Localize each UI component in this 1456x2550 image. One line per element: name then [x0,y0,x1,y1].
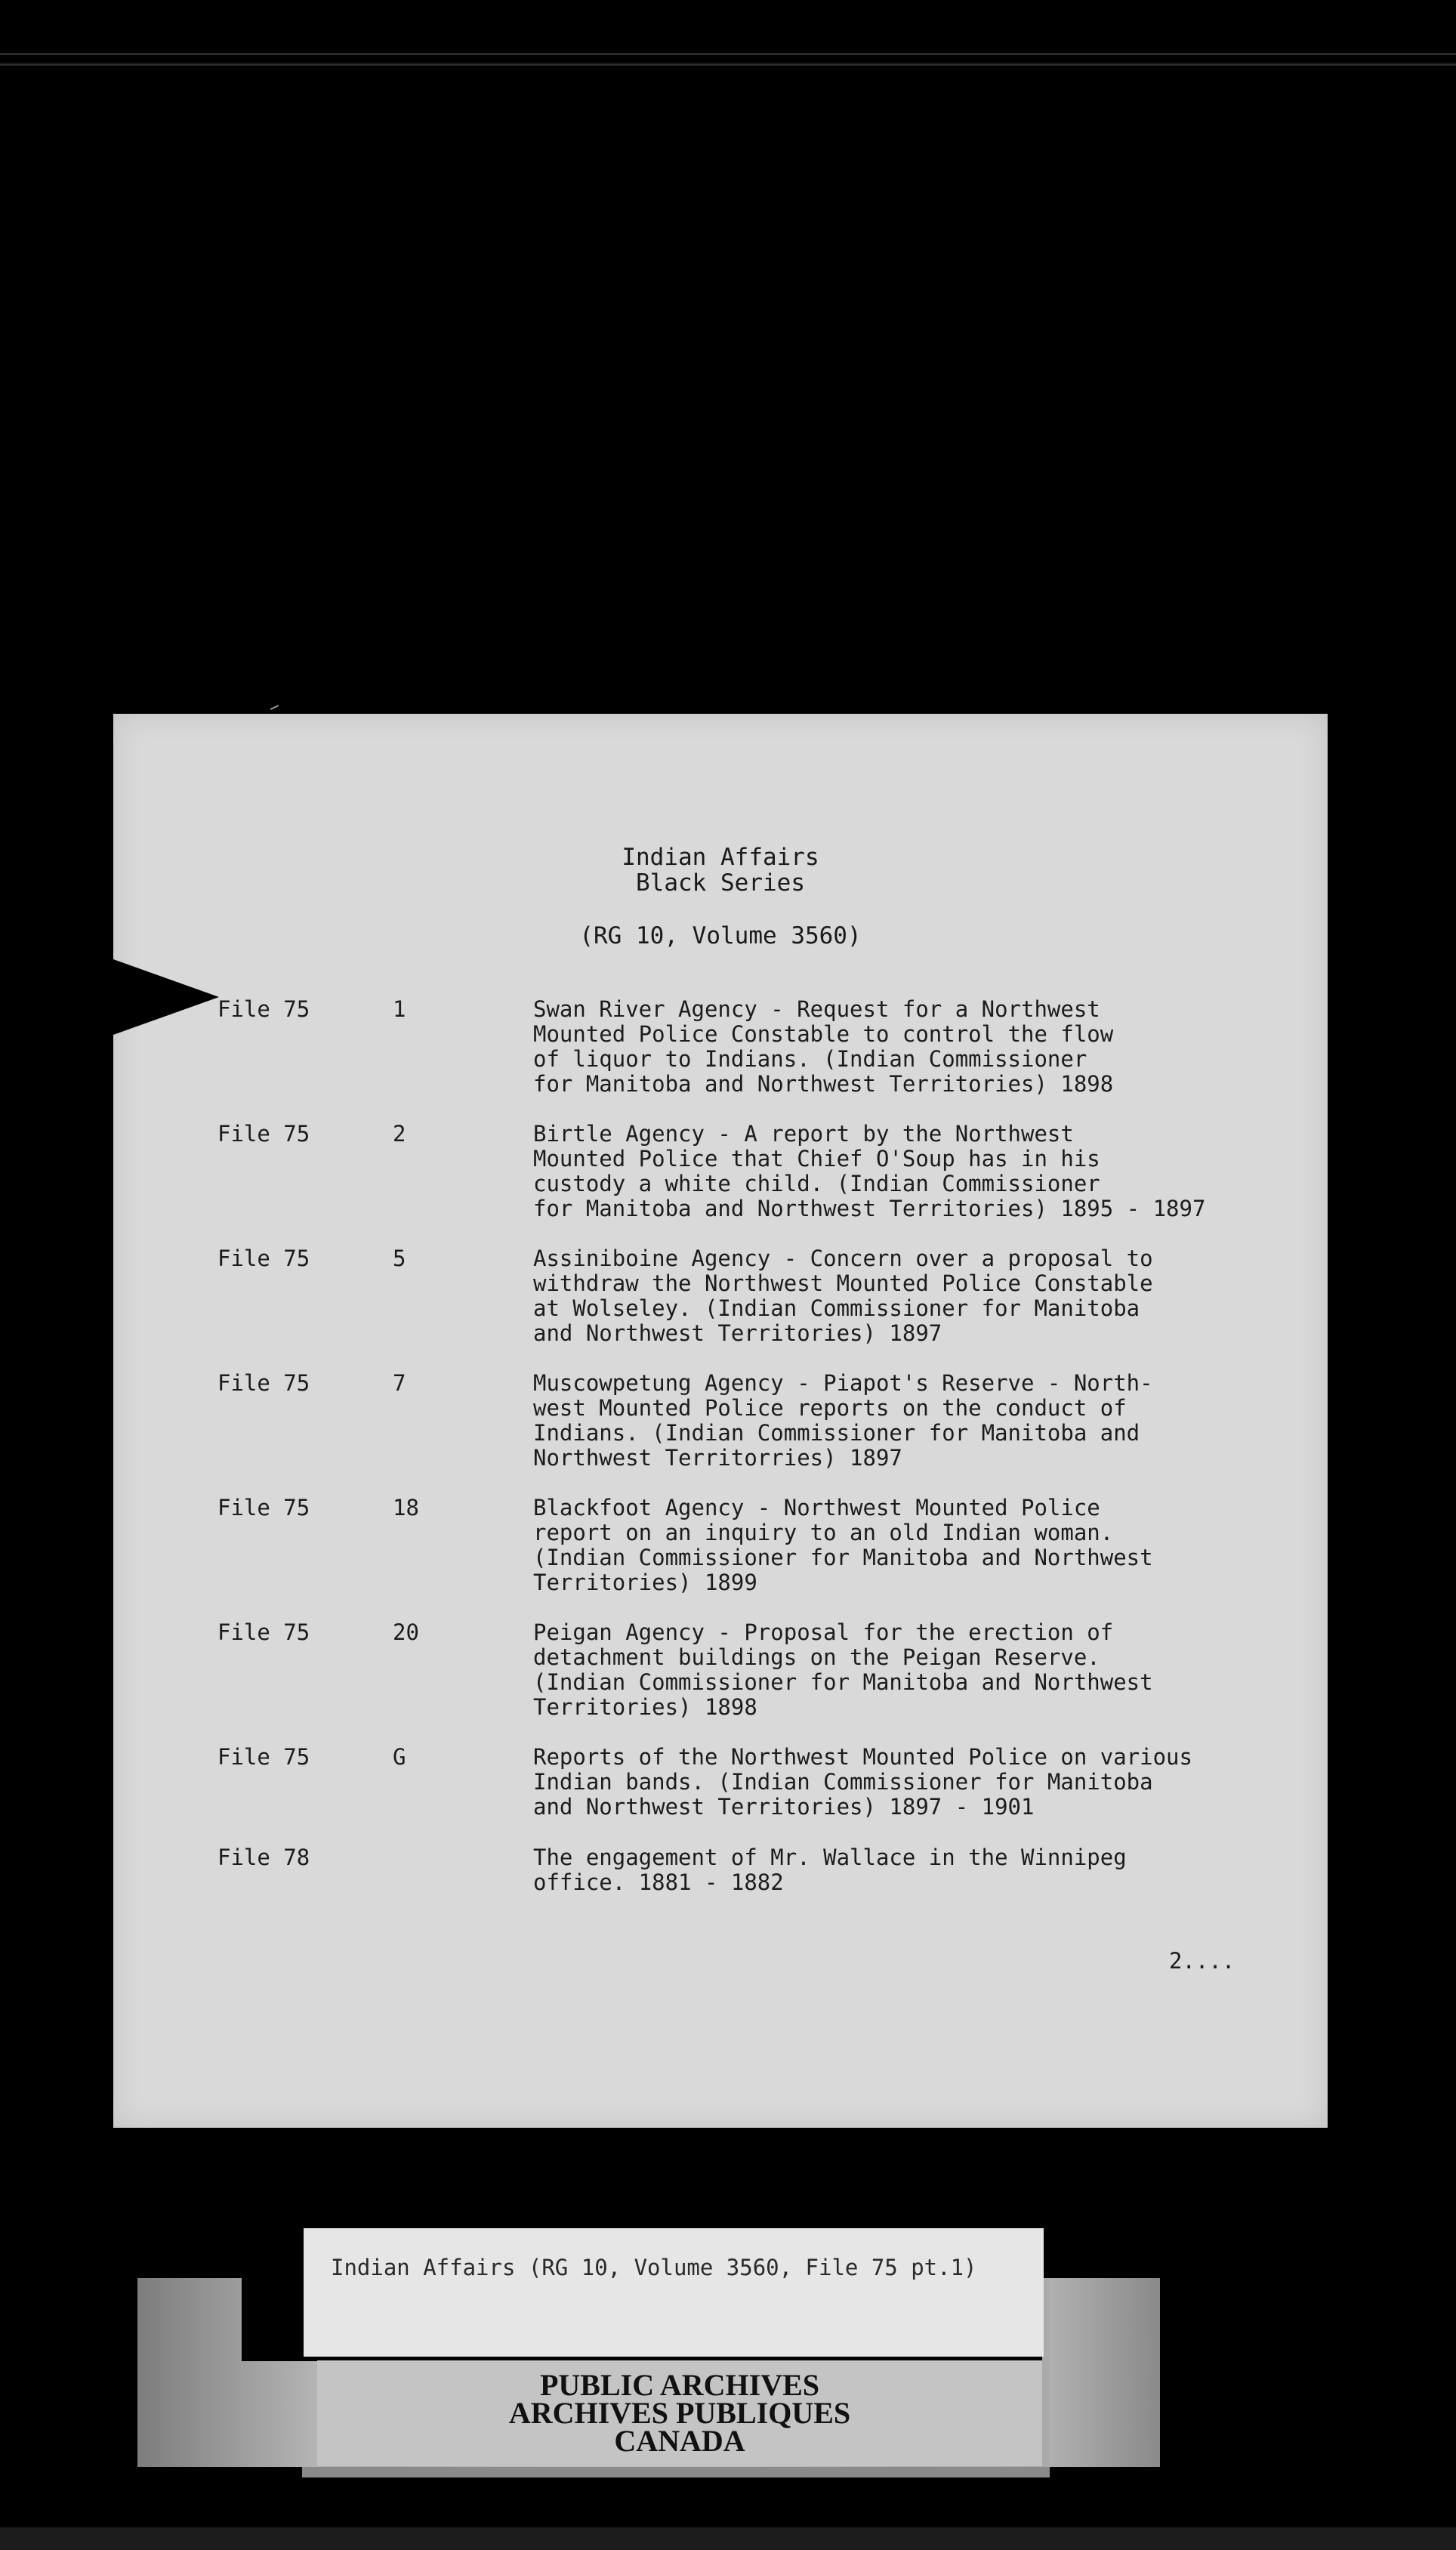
description-line: detachment buildings on the Peigan Reserve. [533,1644,1100,1670]
description-line: at Wolseley. (Indian Commissioner for Manitoba [533,1295,1140,1321]
file-label: File 75 [217,1495,310,1520]
archive-stamp-right-fold [1050,2278,1160,2467]
description-line: Peigan Agency - Proposal for the erection of [533,1619,1114,1645]
film-edge-line-top [0,53,1456,55]
description-line: and Northwest Territories) 1897 [533,1320,942,1346]
file-label: File 75 [217,1619,310,1645]
document-reference: (RG 10, Volume 3560) [579,922,862,949]
description-line: Northwest Territorries) 1897 [533,1445,902,1471]
page-continuation: 2.... [1169,1948,1235,1974]
description-line: (Indian Commissioner for Manitoba and Northwest [533,1669,1153,1695]
file-part-number: G [393,1744,406,1770]
description-line: The engagement of Mr. Wallace in the Winnipeg [533,1845,1127,1870]
file-description [533,1745,1311,1820]
description-line: Territories) 1899 [533,1570,757,1595]
file-label: File 75 [217,1744,310,1770]
archive-reference-label [304,2228,1044,2357]
file-description [533,1496,1311,1595]
file-description [533,1371,1311,1471]
description-line: Assiniboine Agency - Concern over a proposal to [533,1246,1153,1271]
description-line: of liquor to Indians. (Indian Commissioner [533,1046,1087,1072]
microfilm-tab-marker [113,959,219,1035]
archives-stamp-line-french: ARCHIVES PUBLIQUES [508,2396,851,2430]
document-page [113,714,1328,2128]
file-description [533,1845,1311,1895]
file-label: File 75 [217,1121,310,1147]
description-line: Blackfoot Agency - Northwest Mounted Police [533,1495,1100,1520]
file-part-number: 1 [393,996,406,1022]
document-subtitle: Black Series [636,869,805,897]
description-line: for Manitoba and Northwest Territories) 1898 [533,1071,1114,1097]
description-line: for Manitoba and Northwest Territories) 1895 - 1897 [533,1196,1206,1221]
file-part-number: 7 [393,1370,406,1396]
archives-stamp-line-english: PUBLIC ARCHIVES [539,2368,820,2402]
description-line: Mounted Police Constable to control the flow [533,1021,1114,1047]
description-line: withdraw the Northwest Mounted Police Constable [533,1270,1153,1296]
film-edge-bottom [0,2527,1456,2550]
file-part-number: 5 [393,1246,406,1271]
description-line: Indians. (Indian Commissioner for Manitoba and [533,1420,1140,1446]
description-line: west Mounted Police reports on the conduct of [533,1395,1127,1421]
film-edge-line-second [0,63,1456,66]
file-description [533,1122,1311,1221]
archives-stamp-line-country: CANADA [614,2424,745,2458]
file-description [533,1246,1311,1346]
description-line: Birtle Agency - A report by the Northwest [533,1121,1074,1147]
file-description [533,997,1311,1097]
file-label: File 75 [217,996,310,1022]
description-line: Muscowpetung Agency - Piapot's Reserve - North- [533,1370,1153,1396]
description-line: Indian bands. (Indian Commissioner for Manitoba [533,1769,1153,1795]
description-line: Mounted Police that Chief O'Soup has in his [533,1146,1100,1172]
description-line: report on an inquiry to an old Indian woman. [533,1520,1114,1545]
description-line: office. 1881 - 1882 [533,1869,784,1895]
description-line: Territories) 1898 [533,1694,757,1720]
page-corner-mark [270,705,283,718]
description-line: (Indian Commissioner for Manitoba and Northwest [533,1545,1153,1570]
archive-stamp-bottom-strip [302,2467,1050,2477]
file-label: File 78 [217,1845,310,1870]
archives-stamp [317,2360,1042,2466]
description-line: Reports of the Northwest Mounted Police on various [533,1744,1192,1770]
file-label: File 75 [217,1246,310,1271]
description-line: and Northwest Territories) 1897 - 1901 [533,1794,1035,1820]
file-part-number: 20 [393,1619,419,1645]
archive-reference-text: Indian Affairs (RG 10, Volume 3560, File 75 pt.1) [331,2255,977,2280]
document-title: Indian Affairs [622,844,819,871]
file-label: File 75 [217,1370,310,1396]
file-description [533,1620,1311,1720]
file-part-number: 2 [393,1121,406,1147]
file-part-number: 18 [393,1495,419,1520]
description-line: Swan River Agency - Request for a Northwest [533,996,1100,1022]
description-line: custody a white child. (Indian Commissioner [533,1171,1100,1196]
